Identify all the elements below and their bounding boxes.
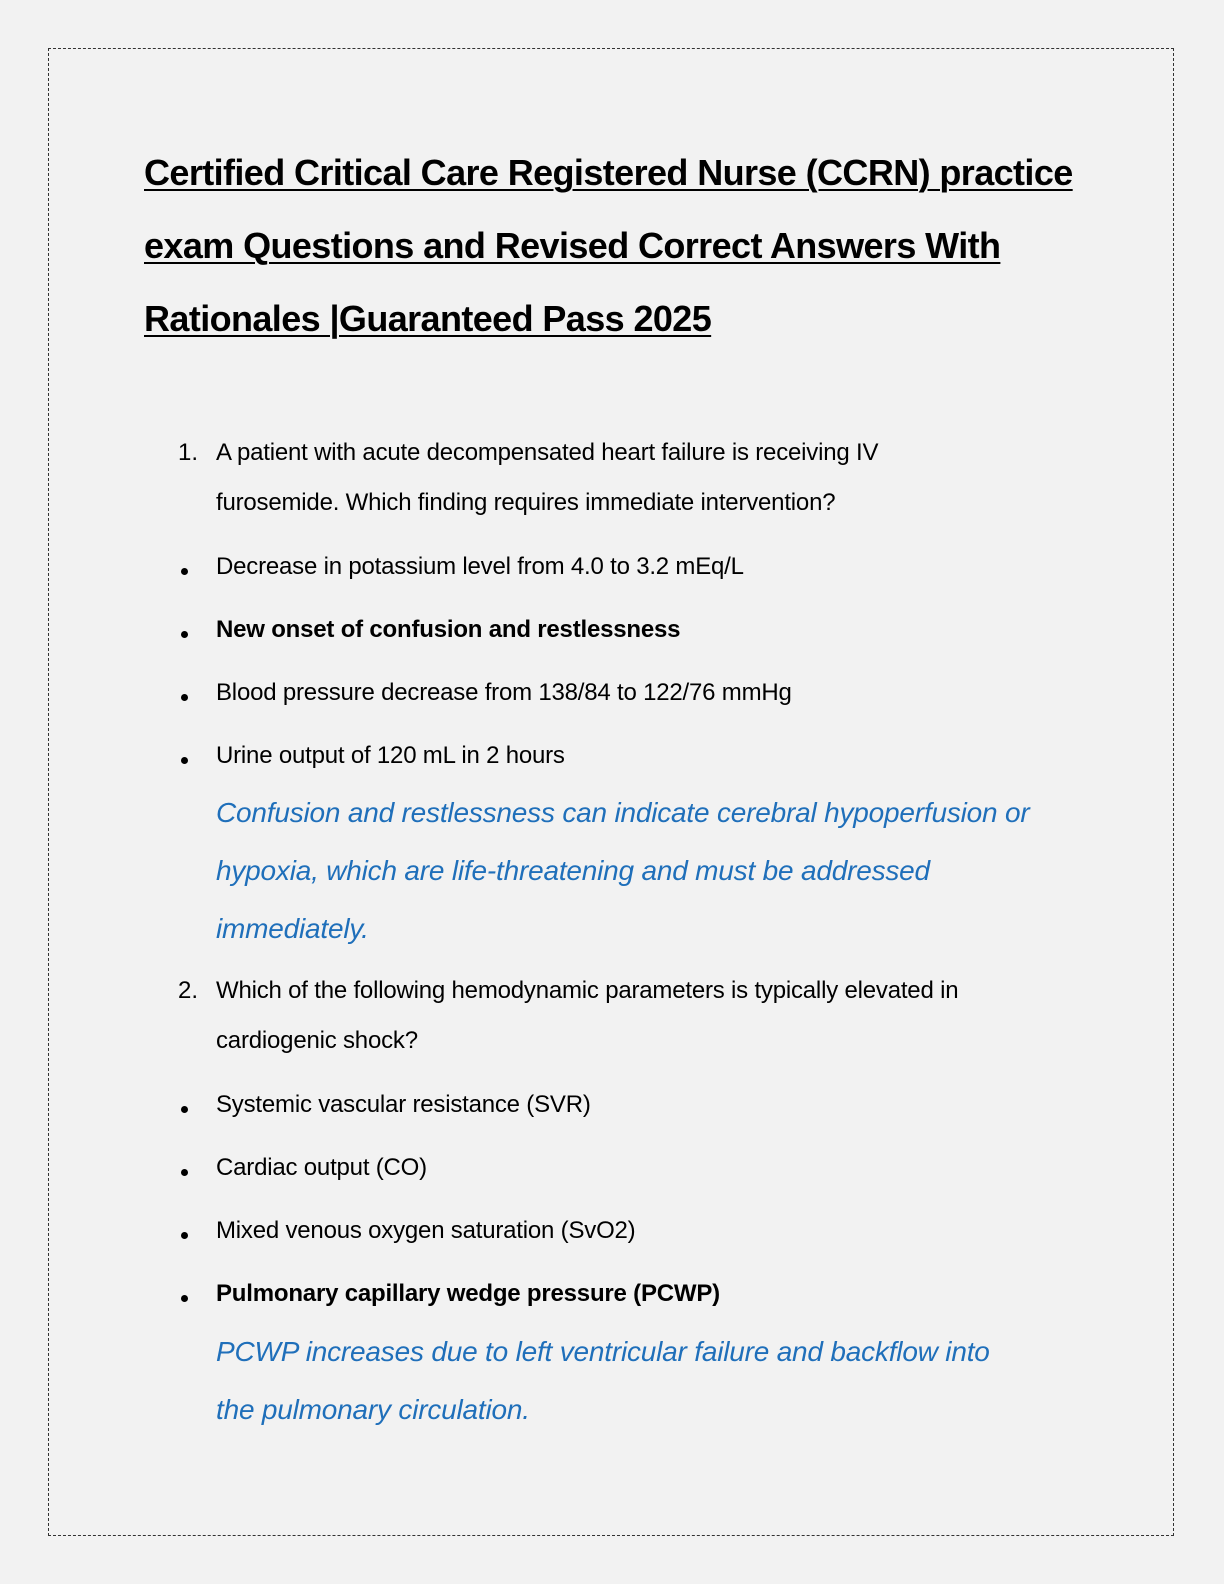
title-line: exam Questions and Revised Correct Answers With (144, 225, 1001, 266)
bullet-icon (181, 1169, 188, 1176)
option-text: Decrease in potassium level from 4.0 to 3.2 mEq/L (216, 553, 744, 580)
option-text: Mixed venous oxygen saturation (SvO2) (216, 1217, 636, 1244)
option-text: New onset of confusion and restlessness (216, 616, 681, 643)
question-text-line: furosemide. Which finding requires immediate intervention? (216, 489, 836, 516)
rationale-line: the pulmonary circulation. (216, 1394, 530, 1425)
question-number: 2. (178, 977, 199, 1004)
rationale-line: immediately. (216, 913, 369, 944)
option-text: Pulmonary capillary wedge pressure (PCWP) (216, 1280, 720, 1307)
bullet-icon (181, 568, 188, 575)
bullet-icon (181, 757, 188, 764)
option-text: Cardiac output (CO) (216, 1154, 427, 1181)
bullet-icon (181, 1232, 188, 1239)
title-line: Certified Critical Care Registered Nurse (CCRN) practice (144, 152, 1073, 193)
question-text-line: cardiogenic shock? (216, 1027, 418, 1054)
rationale-line: Confusion and restlessness can indicate cerebral hypoperfusion or (216, 797, 1030, 828)
bullet-icon (181, 694, 188, 701)
option-text: Blood pressure decrease from 138/84 to 122/76 mmHg (216, 679, 792, 706)
option-text: Urine output of 120 mL in 2 hours (216, 742, 565, 769)
question-number: 1. (178, 439, 199, 466)
bullet-icon (181, 631, 188, 638)
rationale-line: PCWP increases due to left ventricular failure and backflow into (216, 1336, 990, 1367)
question-text-line: A patient with acute decompensated heart failure is receiving IV (216, 439, 879, 466)
rationale-line: hypoxia, which are life-threatening and must be addressed (216, 855, 930, 886)
option-text: Systemic vascular resistance (SVR) (216, 1091, 591, 1118)
bullet-icon (181, 1106, 188, 1113)
bullet-icon (181, 1295, 188, 1302)
document-title (144, 136, 1074, 355)
question-text-line: Which of the following hemodynamic parameters is typically elevated in (216, 977, 959, 1004)
title-line: Rationales |Guaranteed Pass 2025 (144, 298, 712, 339)
